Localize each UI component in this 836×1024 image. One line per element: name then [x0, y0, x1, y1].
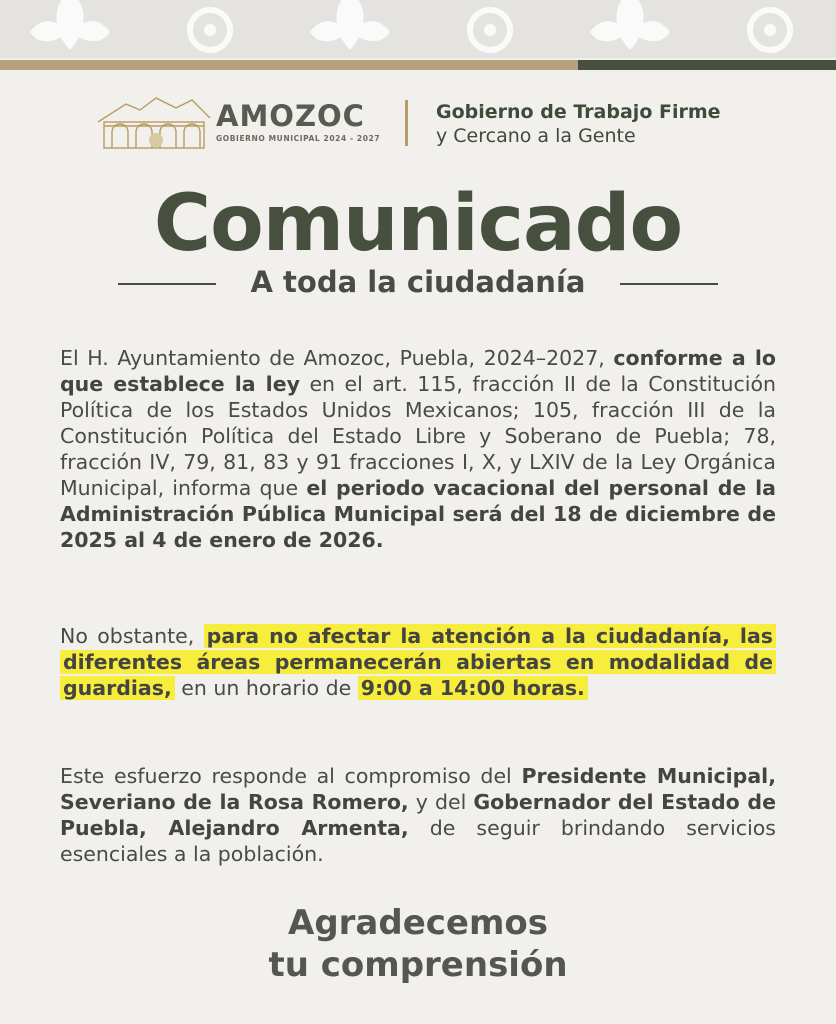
subtitle-row: [118, 262, 718, 302]
gold-bar-segment: [0, 60, 578, 70]
subtitle-rule-right: [620, 283, 718, 285]
text-run: en un horario de: [174, 676, 358, 700]
logo-name: AMOZOC: [216, 99, 365, 133]
header: [96, 92, 756, 162]
slogan-line-1: Gobierno de Trabajo Firme: [436, 101, 721, 123]
closing-line-2: tu comprensión: [268, 945, 568, 985]
paragraph-legal-basis: [60, 345, 776, 553]
header-divider: [405, 100, 408, 146]
amozoc-landmark-logo-icon: [96, 92, 212, 154]
paragraph-commitment: [60, 763, 776, 867]
header-color-bar: [0, 60, 836, 70]
page-title: Comunicado: [153, 179, 683, 269]
subtitle: A toda la ciudadanía: [250, 265, 586, 299]
text-run: y del: [408, 790, 474, 814]
decorative-pattern-band: [0, 0, 836, 58]
brand-block: [216, 100, 380, 143]
closing-line-1: Agradecemos: [288, 903, 548, 943]
text-run: No obstante,: [60, 624, 204, 648]
bold-text-run: Presidente Municipal, Severiano de la Rosa Romero,: [60, 764, 776, 814]
bold-text-run: conforme a lo que establece la ley: [60, 346, 776, 396]
logo-subtitle: GOBIERNO MUNICIPAL 2024 - 2027: [216, 134, 381, 143]
slogan-line-2: y Cercano a la Gente: [436, 125, 636, 147]
highlighted-hours: 9:00 a 14:00 horas.: [358, 676, 588, 700]
bold-text-run: Gobernador del Estado de Puebla, Alejandro Armenta,: [60, 790, 776, 840]
text-run: en el art. 115, fracción II de la Constitución Política de los Estados Unidos Mexicanos; 105, fracción III de la Constitución Política del Estado Libre y Soberano de Puebla; 78, fracción IV, 79, 81, 83 y 91 fracciones I, X, y LXIV de la Ley Orgánica Municipal, informa que: [60, 372, 777, 500]
highlighted-text: para no afectar la atención a la ciudadanía, las diferentes áreas permanecerán abiertas en modalidad de guardias,: [60, 624, 776, 700]
bold-text-run: el periodo vacacional del personal de la Administración Pública Municipal será del 18 de diciembre de 2025 al 4 de enero de 2026.: [60, 476, 776, 552]
text-run: El H. Ayuntamiento de Amozoc, Puebla, 2024–2027,: [60, 346, 614, 370]
closing-message: [0, 902, 836, 986]
green-bar-segment: [578, 60, 836, 70]
slogan: [436, 100, 721, 148]
floral-pattern-icon: [0, 0, 836, 58]
paragraph-guard-schedule: [60, 623, 776, 701]
text-run: de seguir brindando servicios esenciales a la población.: [60, 816, 776, 866]
text-run: Este esfuerzo responde al compromiso del: [60, 764, 522, 788]
